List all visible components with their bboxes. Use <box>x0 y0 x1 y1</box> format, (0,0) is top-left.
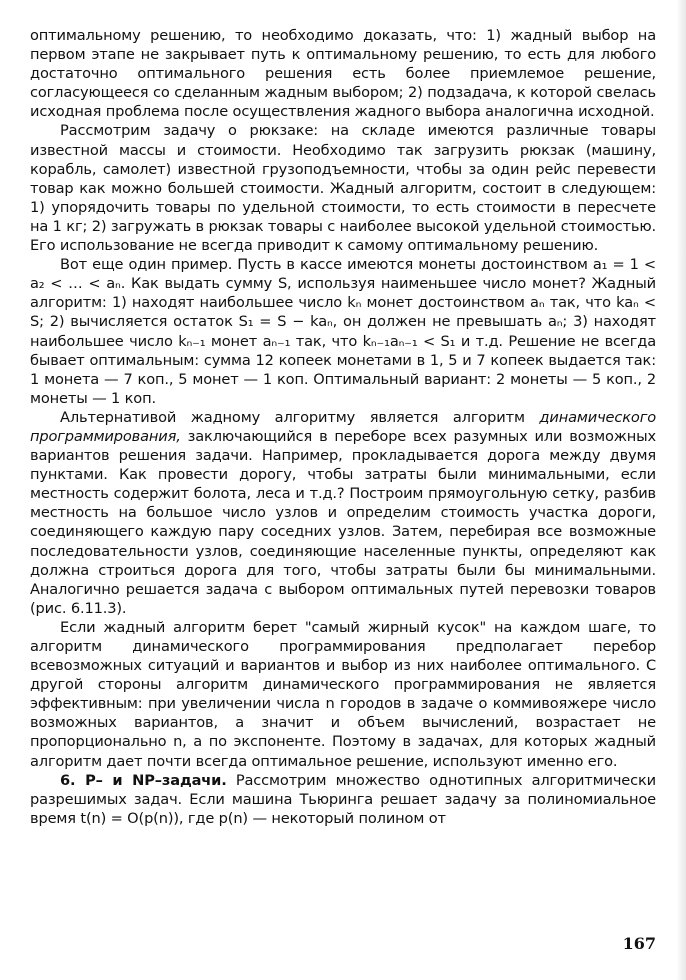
p-np-text: Рассмотрим множество однотипных алгоритмически разрешимых задач. Если машина Тьюринга решает задачу за полиномиальное время t(n) = O(p(n)), где p(n) — некоторый полином от <box>30 771 657 827</box>
paragraph-coins: Вот еще один пример. Пусть в кассе имеются монеты достоинством a₁ = 1 < a₂ < … < aₙ. Как выдать сумму S, используя наименьшее число монет? Жадный алгоритм: 1) находят наибольшее число kₙ монет достоинством aₙ так, что kaₙ < S; 2) вычисляется остаток S₁ = S − kaₙ, он должен не превышать aₙ; 3) находят наибольшее число kₙ₋₁ монет aₙ₋₁ так, что kₙ₋₁aₙ₋₁ < S₁ и т.д. Решение не всегда бывает оптимальным: сумма 12 копеек монетами в 1, 5 и 7 копеек выдается так: 1 монета — 7 коп., 5 монет — 1 коп. Оптимальный вариант: 2 монеты — 5 коп., 2 монеты — 1 коп. <box>30 256 656 407</box>
dp-text-after: заключающийся в переборе всех разумных или возможных вариантов решения задачи. Например, прокладывается дорога между двумя пунктами. Как провести дорогу, чтобы затраты были минимальными, если местность содержит болота, леса и т.д.? Построим прямоугольную сетку, разбив местность на большое число узлов и определим стоимость участка дороги, соединяющего каждую пару соседних узлов. Затем, перебирая все возможные последовательности узлов, соединяющие населенные пункты, определяют как должна строиться дорога для того, чтобы затраты были бы минимальными. Аналогично решается задача с выбором оптимальных путей перевозки товаров (рис. 6.11.3). <box>30 427 656 617</box>
page-number: 167 <box>622 934 656 953</box>
dp-text-before: Альтернативой жадному алгоритму является алгоритм <box>60 408 540 426</box>
paragraph-greedy-vs-dp: Если жадный алгоритм берет "самый жирный кусок" на каждом шаге, то алгоритм динамического программирования предполагает перебор всевозможных ситуаций и вариантов и выбор из них наиболее оптимального. С другой стороны алгоритм динамического программирования не является эффективным: при увеличении числа n городов в задаче о коммивояжере число возможных вариантов, а значит и объем вычислений, возрастает не пропорционально n, а по экспоненте. Поэтому в задачах, для которых жадный алгоритм дает почти всегда оптимальное решение, используют именно его. <box>30 618 656 770</box>
dp-term: динамического программирования, <box>30 408 656 445</box>
body-text <box>30 26 656 828</box>
section-heading: 6. P– и NP–задачи. <box>60 771 227 789</box>
paragraph-p-np <box>30 771 656 828</box>
paragraph-dynamic-programming <box>30 408 656 618</box>
paragraph-knapsack: Рассмотрим задачу о рюкзаке: на складе имеются различные товары известной массы и стоимости. Необходимо так загрузить рюкзак (машину, корабль, самолет) известной грузоподъемности, чтобы за один рейс перевести товар как можно большей стоимости. Жадный алгоритм, состоит в следующем: 1) упорядочить товары по удельной стоимости, то есть стоимости в пересчете на 1 кг; 2) загружать в рюкзак товары с наиболее высокой удельной стоимостью. Его использование не всегда приводит к самому оптимальному решению. <box>30 122 656 255</box>
page-edge-shadow <box>676 0 686 980</box>
paragraph-greedy-proof: оптимальному решению, то необходимо доказать, что: 1) жадный выбор на первом этапе не закрывает путь к оптимальному решению, то есть для любого достаточно оптимального решения есть более приемлемое решение, согласующееся со сделанным жадным выбором; 2) подзадача, к которой свелась исходная проблема после осуществления жадного выбора аналогична исходной. <box>30 27 656 121</box>
